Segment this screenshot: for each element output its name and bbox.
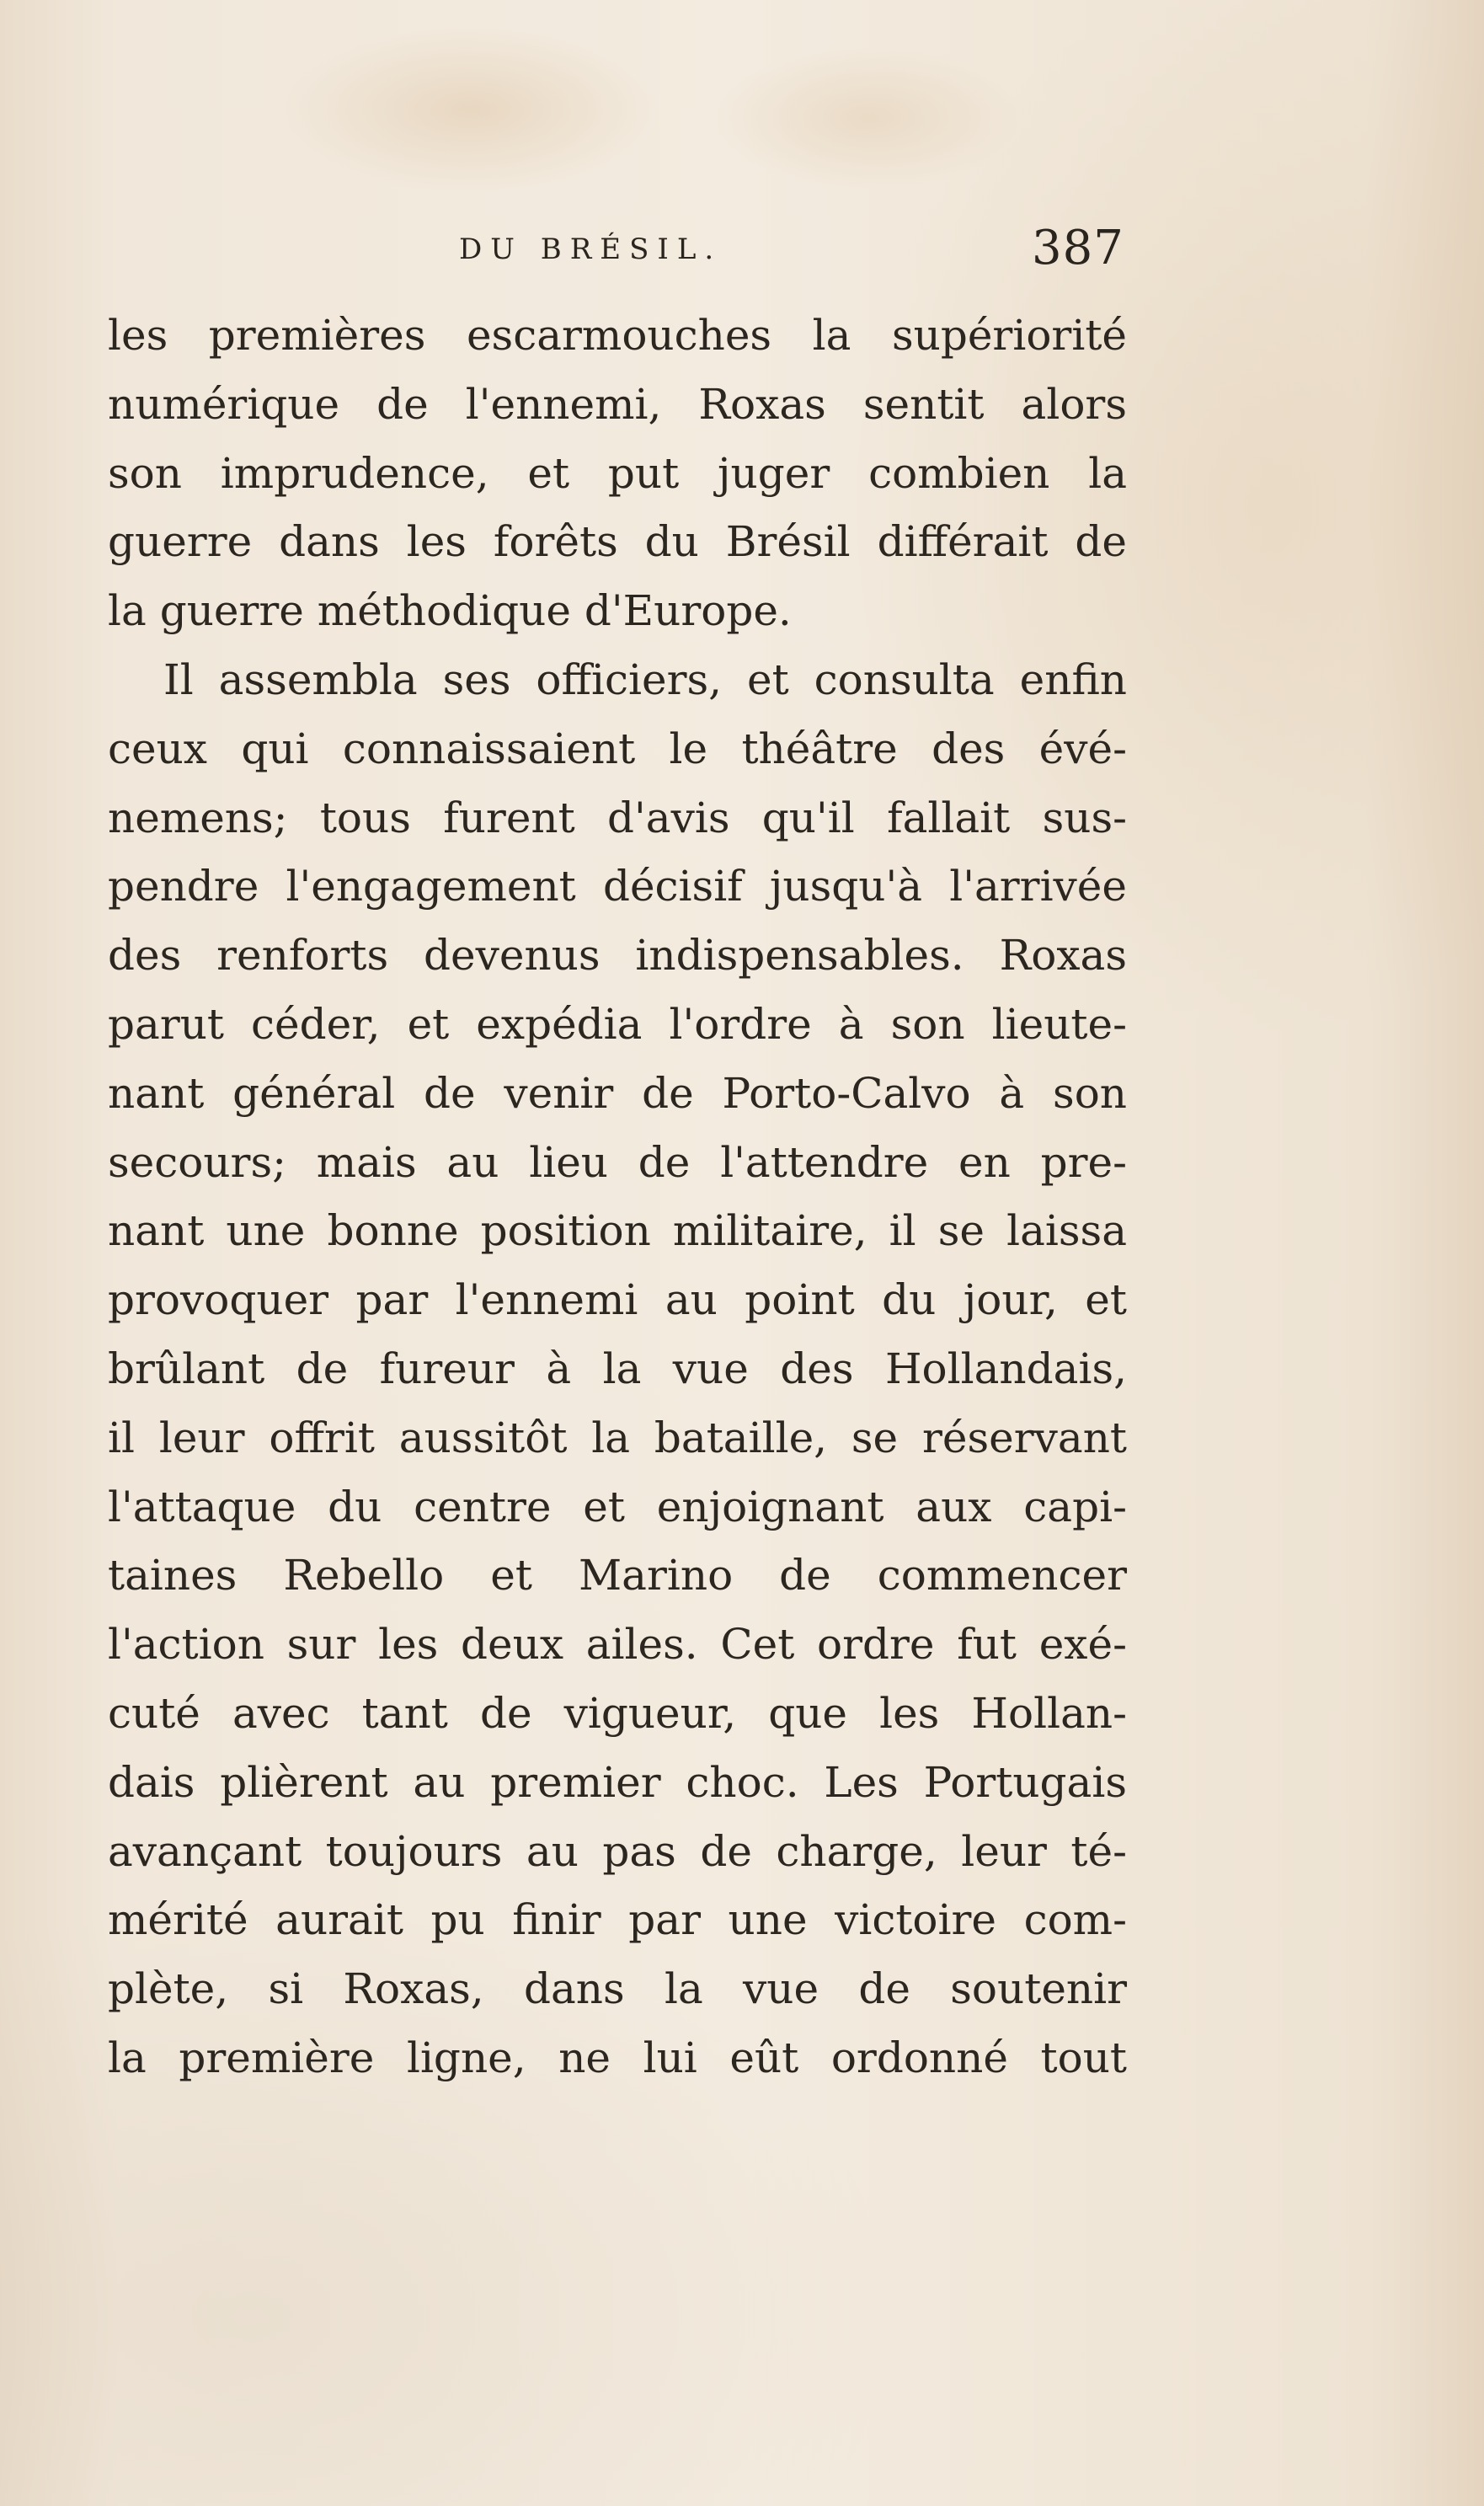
text-line: parut céder, et expédia l'ordre à son lieute- xyxy=(108,999,1127,1049)
text-line: plète, si Roxas, dans la vue de soutenir xyxy=(108,1964,1127,2014)
text-line: nant général de venir de Porto-Calvo à son xyxy=(108,1068,1127,1118)
text-line: provoquer par l'ennemi au point du jour, et xyxy=(108,1275,1127,1325)
text-line: dais plièrent au premier choc. Les Portugais xyxy=(108,1757,1127,1807)
text-line: avançant toujours au pas de charge, leur té- xyxy=(108,1826,1127,1876)
text-line: nant une bonne position militaire, il se laissa xyxy=(108,1206,1127,1256)
text-line: son imprudence, et put juger combien la xyxy=(108,448,1127,498)
text-line: cuté avec tant de vigueur, que les Hollan- xyxy=(108,1688,1127,1738)
paragraph-1 xyxy=(108,302,1127,646)
text-line: les premières escarmouches la supériorité xyxy=(108,311,1127,360)
text-line: guerre dans les forêts du Brésil différait de xyxy=(108,517,1127,567)
text-line: mérité aurait pu finir par une victoire com- xyxy=(108,1895,1127,1945)
text-line: pendre l'engagement décisif jusqu'à l'arrivée xyxy=(108,862,1127,911)
text-line: brûlant de fureur à la vue des Hollandais, xyxy=(108,1344,1127,1393)
text-line: la première ligne, ne lui eût ordonné tout xyxy=(108,2033,1127,2082)
text-line: la guerre méthodique d'Europe. xyxy=(108,586,792,636)
text-line: l'action sur les deux ailes. Cet ordre fut exé- xyxy=(108,1620,1127,1670)
page-header xyxy=(459,221,1133,280)
text-line: taines Rebello et Marino de commencer xyxy=(108,1551,1127,1600)
text-line: des renforts devenus indispensables. Roxas xyxy=(108,931,1127,980)
running-head: DU BRÉSIL. xyxy=(459,232,723,266)
body-text xyxy=(108,302,1127,2093)
text-line: ceux qui connaissaient le théâtre des évé- xyxy=(108,724,1127,773)
text-line: nemens; tous furent d'avis qu'il fallait sus- xyxy=(108,793,1127,842)
text-line: il leur offrit aussitôt la bataille, se réservant xyxy=(108,1413,1127,1462)
text-line: l'attaque du centre et enjoignant aux capi- xyxy=(108,1482,1127,1531)
page-number: 387 xyxy=(1032,221,1124,275)
text-line: numérique de l'ennemi, Roxas sentit alors xyxy=(108,379,1127,429)
text-line: secours; mais au lieu de l'attendre en pre- xyxy=(108,1137,1127,1187)
text-line: Il assembla ses officiers, et consulta enfin xyxy=(163,655,1127,704)
paragraph-2 xyxy=(108,646,1127,2093)
